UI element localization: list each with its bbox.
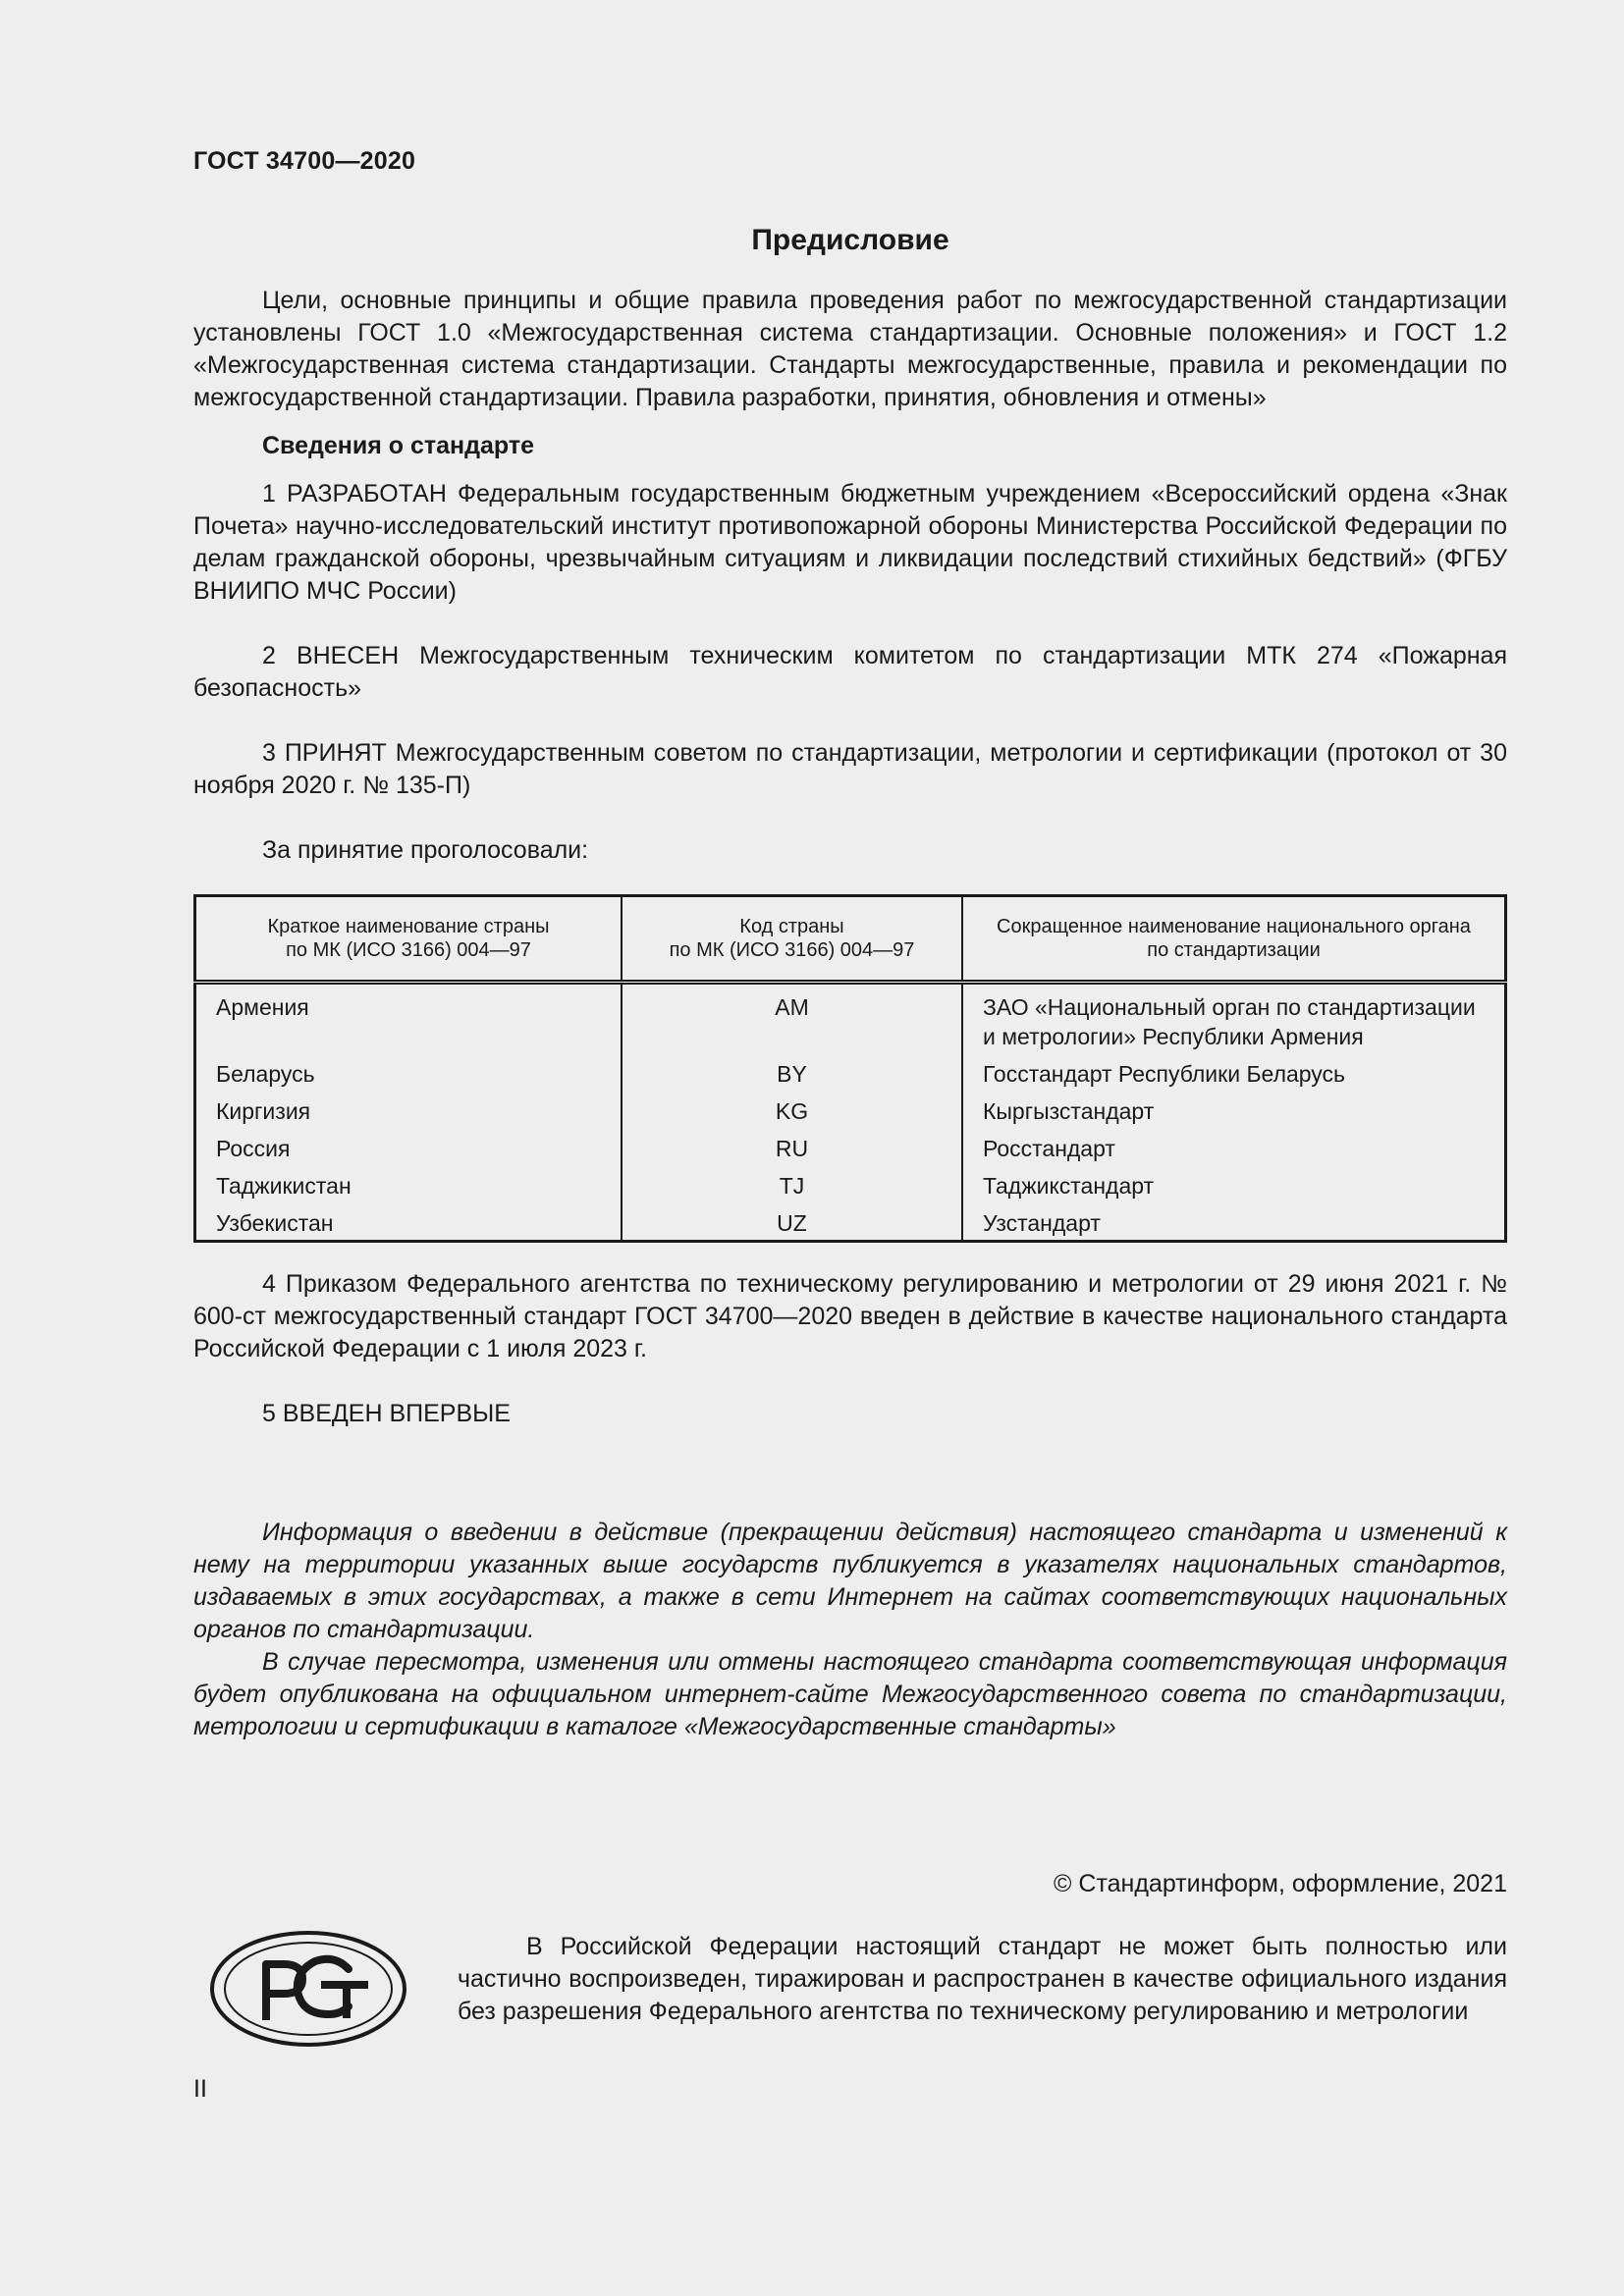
cell-code: TJ <box>622 1167 962 1204</box>
cell-country: Таджикистан <box>216 1173 352 1199</box>
item-developed: 1 РАЗРАБОТАН Федеральным государственным бюджетным учреждением «Всероссийский ордена «Знак Почета» научно-исследовательский институт противопожарной обороны Министерства Российской Федерации по делам гражданской обороны, чрезвычайным ситуациям и ликвидации последствий стихийных бедствий» (ФГБУ ВНИИПО МЧС России) <box>193 480 1507 605</box>
header-country: Краткое наименование страны по МК (ИСО 3166) 004—97 <box>195 896 623 983</box>
intro-paragraph: Цели, основные принципы и общие правила проведения работ по межгосударственной стандартизации установлены ГОСТ 1.0 «Межгосударственная система стандартизации. Основные положения» и ГОСТ 1.2 «Межгосударственная система стандартизации. Стандарты межгосударственные, правила и рекомендации по межгосударственной стандартизации. Правила разработки, принятия, обновления и отмены» <box>193 287 1507 411</box>
cell-code: KG <box>622 1093 962 1130</box>
votes-table <box>193 894 1507 1243</box>
table-row <box>195 1093 1506 1130</box>
cell-code: RU <box>622 1130 962 1167</box>
foreword-content <box>193 285 1507 1743</box>
cell-national-body: Узстандарт <box>962 1204 1506 1242</box>
cell-country: Узбекистан <box>216 1210 334 1236</box>
cell-code: BY <box>622 1055 962 1093</box>
cell-code: UZ <box>622 1204 962 1242</box>
cell-country: Армения <box>216 994 309 1020</box>
cell-country: Россия <box>216 1136 291 1161</box>
cell-code: AM <box>622 983 962 1056</box>
standard-info-heading: Сведения о стандарте <box>262 432 535 459</box>
rst-certification-mark-icon <box>209 1930 407 2048</box>
table-row <box>195 1130 1506 1167</box>
header-code: Код страны по МК (ИСО 3166) 004—97 <box>622 896 962 983</box>
item-order: 4 Приказом Федерального агентства по техническому регулированию и метрологии от 29 июня 2021 г. № 600-ст межгосударственный стандарт ГОСТ 34700—2020 введен в действие в качестве национального стандарта Российской Федерации с 1 июля 2023 г. <box>193 1270 1507 1362</box>
table-row <box>195 1055 1506 1093</box>
votes-intro: За принятие проголосовали: <box>262 836 589 864</box>
item-introduced: 2 ВНЕСЕН Межгосударственным техническим комитетом по стандартизации МТК 274 «Пожарная безопасность» <box>193 642 1507 702</box>
item-adopted: 3 ПРИНЯТ Межгосударственным советом по стандартизации, метрологии и сертификации (протокол от 30 ноября 2020 г. № 135-П) <box>193 739 1507 799</box>
page-number: II <box>193 2075 207 2103</box>
note-publication: Информация о введении в действие (прекращении действия) настоящего стандарта и изменений к нему на территории указанных выше государств публикуется в указателях национальных стандартов, издаваемых в этих государствах, а также в сети Интернет на сайтах соответствующих национальных органов по стандартизации. <box>193 1519 1507 1643</box>
document-code: ГОСТ 34700—2020 <box>193 147 416 175</box>
page-title: Предисловие <box>751 224 949 256</box>
votes-table-header <box>195 896 1506 983</box>
cell-country: Беларусь <box>216 1061 315 1087</box>
note-revision: В случае пересмотра, изменения или отмены настоящего стандарта соответствующая информация будет опубликована на официальном интернет-сайте Межгосударственного совета по стандартизации, метрологии и сертификации в каталоге «Межгосударственные стандарты» <box>193 1648 1507 1740</box>
table-row <box>195 1204 1506 1242</box>
cell-national-body: Кыргызстандарт <box>962 1093 1506 1130</box>
cell-national-body: Росстандарт <box>962 1130 1506 1167</box>
header-national-body: Сокращенное наименование национального органа по стандартизации <box>962 896 1506 983</box>
table-row <box>195 983 1506 1056</box>
item-first-introduced: 5 ВВЕДЕН ВПЕРВЫЕ <box>262 1400 511 1427</box>
copyright-line: © Стандартинформ, оформление, 2021 <box>1054 1870 1507 1897</box>
table-row <box>195 1167 1506 1204</box>
reproduction-notice: В Российской Федерации настоящий стандарт не может быть полностью или частично воспроизведен, тиражирован и распространен в качестве официального издания без разрешения Федерального агентства по техническому регулированию и метрологии <box>458 1933 1507 2025</box>
italic-notes <box>193 1517 1507 1743</box>
cell-national-body: ЗАО «Национальный орган по стандартизации и метрологии» Республики Армения <box>962 983 1506 1056</box>
cell-country: Киргизия <box>216 1098 311 1124</box>
cell-national-body: Таджикстандарт <box>962 1167 1506 1204</box>
cell-national-body: Госстандарт Республики Беларусь <box>962 1055 1506 1093</box>
